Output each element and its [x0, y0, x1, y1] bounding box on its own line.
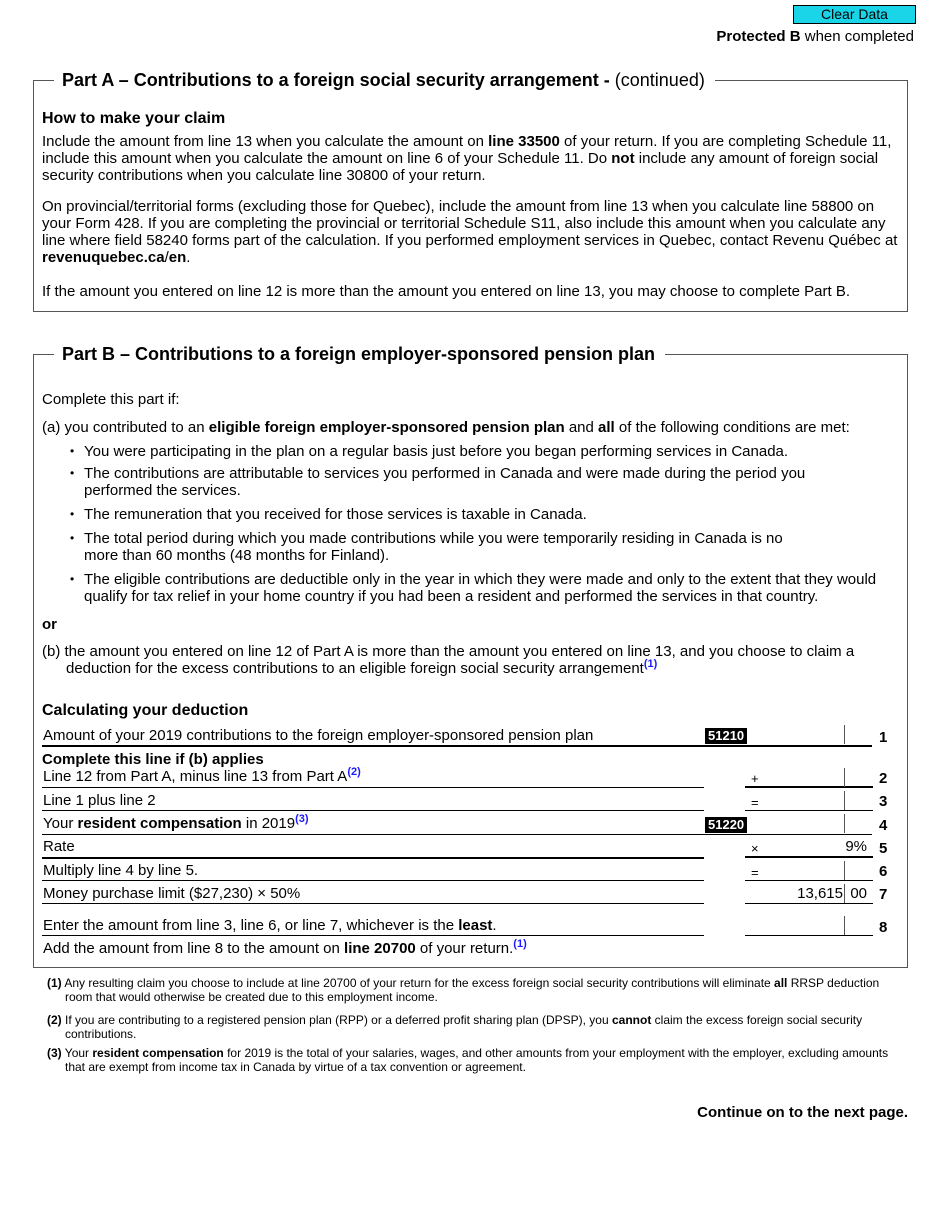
footnote-3: (3) Your resident compensation for 2019 is the total of your salaries, wages, and other amounts from your employment with the employer, excluding amounts that are exempt from income tax in Canada by virtue of a tax convention or agreement.: [47, 1046, 889, 1074]
line-3-rule: [42, 810, 704, 811]
line-8-rule: [42, 935, 704, 936]
line-4-input[interactable]: [745, 814, 873, 834]
part-b-intro: Complete this part if:: [42, 391, 180, 408]
line-4-label: Your resident compensation in 2019$^{(3)}$: [43, 813, 309, 832]
line-number-6: 6: [879, 863, 888, 880]
protected-b-label: Protected B: [716, 28, 801, 45]
line-number-5: 5: [879, 840, 888, 857]
part-a-paragraph-1: Include the amount from line 13 when you calculate the amount on line 33500 of your return. If you are completing Schedule 11, include this amount when you calculate the amount on line 6 of your Schedule 11. Do not include any amount of foreign social security contributions when you calculate line 30800 of your return.: [42, 133, 892, 184]
footnote-ref-3[interactable]: (3): [295, 813, 309, 825]
line-1-label: Amount of your 2019 contributions to the foreign employer-sponsored pension plan: [43, 727, 594, 744]
line-2-rule: [42, 787, 704, 788]
line-2-label: Line 12 from Part A, minus line 13 from Part $A^{(2)}$: [43, 766, 361, 785]
protected-b-notice: [716, 28, 914, 45]
line-7-label: Money purchase limit ($27,230) × 50%: [43, 885, 301, 902]
line-20700-instruction: Add the amount from line 8 to the amount on line 20700 of your return.$^{(1)}$: [43, 938, 527, 957]
field-code-51220: 51220: [705, 817, 747, 833]
part-a-section: [33, 70, 908, 312]
condition-bullet-1: • You were participating in the plan on a regular basis just before you began performing services in Canada.: [84, 443, 904, 460]
line-5-rate: × 9%: [745, 838, 873, 858]
clear-data-button[interactable]: Clear Data: [793, 5, 916, 24]
calculating-deduction-heading: Calculating your deduction: [42, 702, 249, 719]
line-6-label: Multiply line 4 by line 5.: [43, 862, 199, 879]
footnote-2: (2) If you are contributing to a registered pension plan (RPP) or a deferred profit sharing plan (DPSP), you cannot claim the excess foreign social security contributions.: [47, 1013, 863, 1041]
continue-next-page: Continue on to the next page.: [697, 1104, 908, 1121]
footnote-ref-2[interactable]: (2): [347, 766, 361, 778]
line-number-7: 7: [879, 886, 888, 903]
line-5-rule: [42, 857, 704, 859]
line-6-rule: [42, 880, 704, 881]
line-4-rule: [42, 834, 872, 835]
line-3-label: Line 1 plus line 2: [43, 792, 156, 809]
line-7-rule: [42, 903, 704, 904]
condition-a: (a) you contributed to an eligible foreign employer-sponsored pension plan and all of the following conditions are met:: [42, 419, 850, 436]
protected-b-suffix: when completed: [800, 28, 914, 45]
line-number-4: 4: [879, 817, 888, 834]
line-1-rule: [42, 745, 872, 747]
or-separator: or: [42, 616, 57, 633]
line-number-1: 1: [879, 729, 888, 746]
line-8-label: Enter the amount from line 3, line 6, or line 7, whichever is the least.: [43, 917, 497, 934]
part-a-paragraph-3: If the amount you entered on line 12 is more than the amount you entered on line 13, you may choose to complete Part B.: [42, 283, 850, 300]
condition-bullet-3: • The remuneration that you received for those services is taxable in Canada.: [84, 506, 904, 523]
line-2-input[interactable]: +: [745, 768, 873, 788]
part-b-title: Part B – Contributions to a foreign employer-sponsored pension plan: [54, 344, 665, 365]
line-1-input[interactable]: [745, 725, 873, 745]
line-7-money-purchase-limit: 13,615 00: [745, 884, 873, 904]
part-a-title: Part A – Contributions to a foreign social security arrangement - (continued): [54, 70, 715, 91]
part-a-paragraph-2: On provincial/territorial forms (excluding those for Quebec), include the amount from line 13 when you calculate line 58800 on your Form 428. If you are completing the provincial or territorial Schedule S11, also include this amount when you calculate any line where field 58240 forms part of the calculation. If you performed employment services in Quebec, contact Revenu Québec at revenuquebec.ca/en.: [42, 198, 898, 266]
line-6-input[interactable]: =: [745, 861, 873, 881]
footnote-ref-1[interactable]: (1): [643, 658, 658, 670]
condition-bullet-4: • The total period during which you made contributions while you were temporarily residing in Canada is no more than 60 months (48 months for Finland).: [84, 530, 799, 564]
condition-b: (b) the amount you entered on line 12 of Part A is more than the amount you entered on line 13, and you choose to claim a deduction for the excess contributions to an eligible foreign social security arrangement$^{(1)}$: [42, 643, 855, 677]
part-b-section: [33, 344, 908, 968]
line-number-3: 3: [879, 793, 888, 810]
footnote-1: (1) Any resulting claim you choose to include at line 20700 of your return for the excess foreign social security contributions will eliminate all RRSP deduction room that would otherwise be created due to this employment income.: [47, 976, 880, 1004]
line-5-label: Rate: [43, 838, 75, 855]
complete-if-b-heading: Complete this line if (b) applies: [42, 751, 264, 768]
line-3-input[interactable]: =: [745, 791, 873, 811]
how-to-claim-heading: How to make your claim: [42, 110, 226, 127]
line-8-input[interactable]: [745, 916, 873, 936]
field-code-51210: 51210: [705, 728, 747, 744]
line-number-2: 2: [879, 770, 888, 787]
line-number-8: 8: [879, 919, 888, 936]
footnote-ref-1b[interactable]: (1): [513, 938, 527, 950]
condition-bullet-5: • The eligible contributions are deductible only in the year in which they were made and only to the extent that they would qualify for tax relief in your home country if you had been a resident and performed the services in that country.: [84, 571, 904, 605]
condition-bullet-2: • The contributions are attributable to services you performed in Canada and were made during the period you performed the services.: [84, 465, 844, 499]
